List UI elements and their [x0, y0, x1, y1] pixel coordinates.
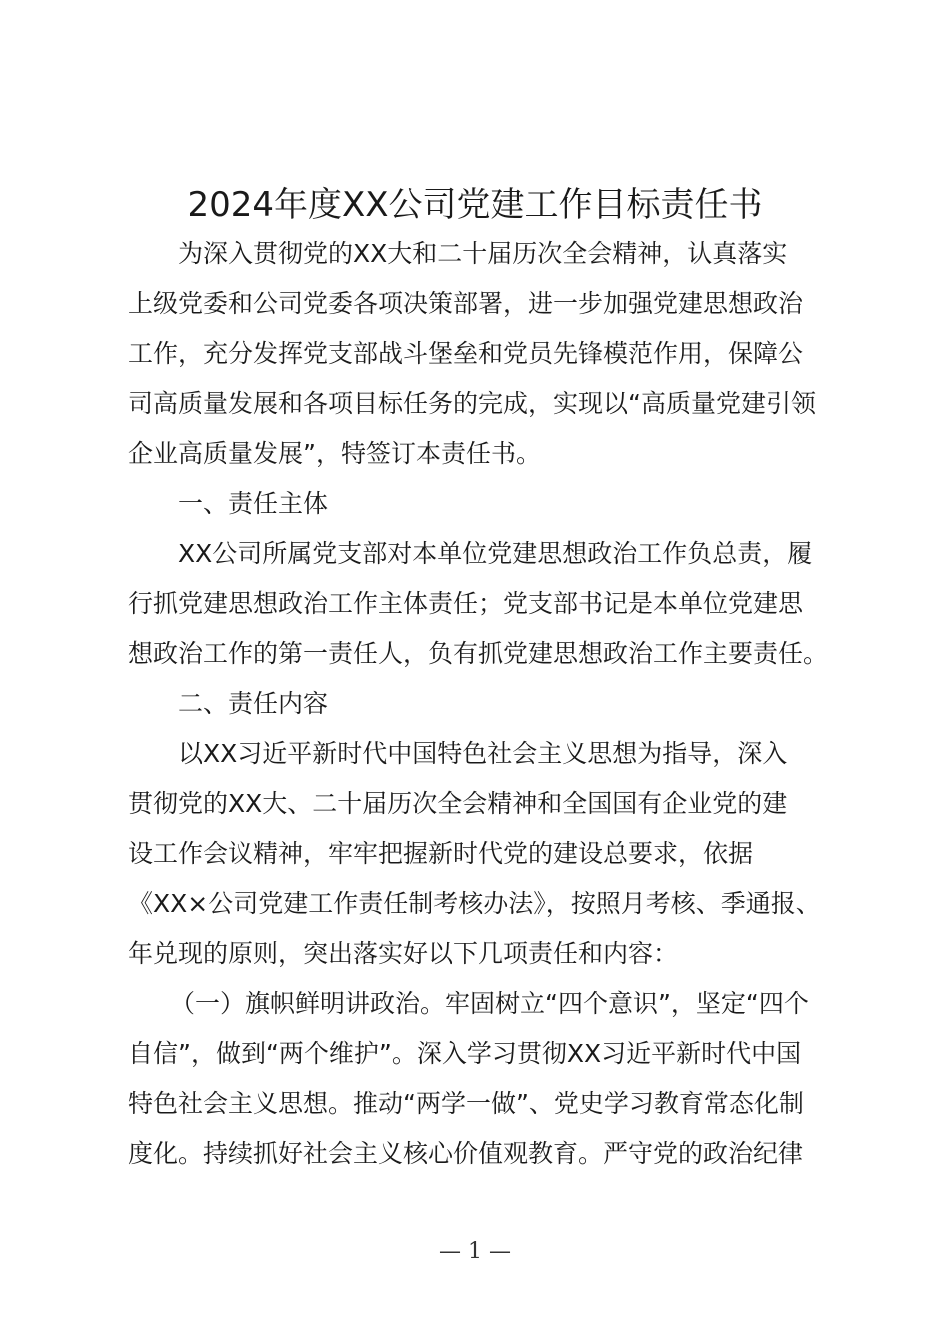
document-title: 2024年度XX公司党建工作目标责任书 [187, 185, 763, 225]
paragraph-line: 年兑现的原则，突出落实好以下几项责任和内容： [128, 939, 679, 968]
paragraph-line: 工作，充分发挥党支部战斗堡垒和党员先锋模范作用，保障公 [128, 339, 804, 368]
paragraph-line: 贯彻党的XX大、二十届历次全会精神和全国国有企业党的建 [128, 789, 788, 818]
paragraph-line: 《XX×公司党建工作责任制考核办法》，按照月考核、季通报、 [128, 889, 821, 918]
paragraph-line: 企业高质量发展”，特签订本责任书。 [128, 439, 541, 468]
paragraph-line: 度化。持续抓好社会主义核心价值观教育。严守党的政治纪律 [128, 1139, 804, 1168]
paragraph-line: 以XX习近平新时代中国特色社会主义思想为指导，深入 [178, 739, 788, 768]
paragraph-line: 特色社会主义思想。推动“两学一做”、党史学习教育常态化制 [128, 1089, 804, 1118]
paragraph-line: 为深入贯彻党的XX大和二十届历次全会精神，认真落实 [178, 239, 788, 268]
section-heading-1: 一、责任主体 [178, 489, 329, 518]
paragraph-line: 行抓党建思想政治工作主体责任；党支部书记是本单位党建思 [128, 589, 804, 618]
page-number: — 1 — [439, 1239, 511, 1264]
subsection-line: （一）旗帜鲜明讲政治。牢固树立“四个意识”，坚定“四个 [170, 989, 809, 1018]
paragraph-line: 想政治工作的第一责任人，负有抓党建思想政治工作主要责任。 [128, 639, 829, 668]
section-heading-2: 二、责任内容 [178, 689, 329, 718]
paragraph-line: 自信”，做到“两个维护”。深入学习贯彻XX习近平新时代中国 [128, 1039, 802, 1068]
paragraph-line: XX公司所属党支部对本单位党建思想政治工作负总责，履 [178, 539, 813, 568]
paragraph-line: 设工作会议精神，牢牢把握新时代党的建设总要求，依据 [128, 839, 754, 868]
paragraph-line: 上级党委和公司党委各项决策部署，进一步加强党建思想政治 [128, 289, 804, 318]
paragraph-line: 司高质量发展和各项目标任务的完成，实现以“高质量党建引领 [128, 389, 816, 418]
